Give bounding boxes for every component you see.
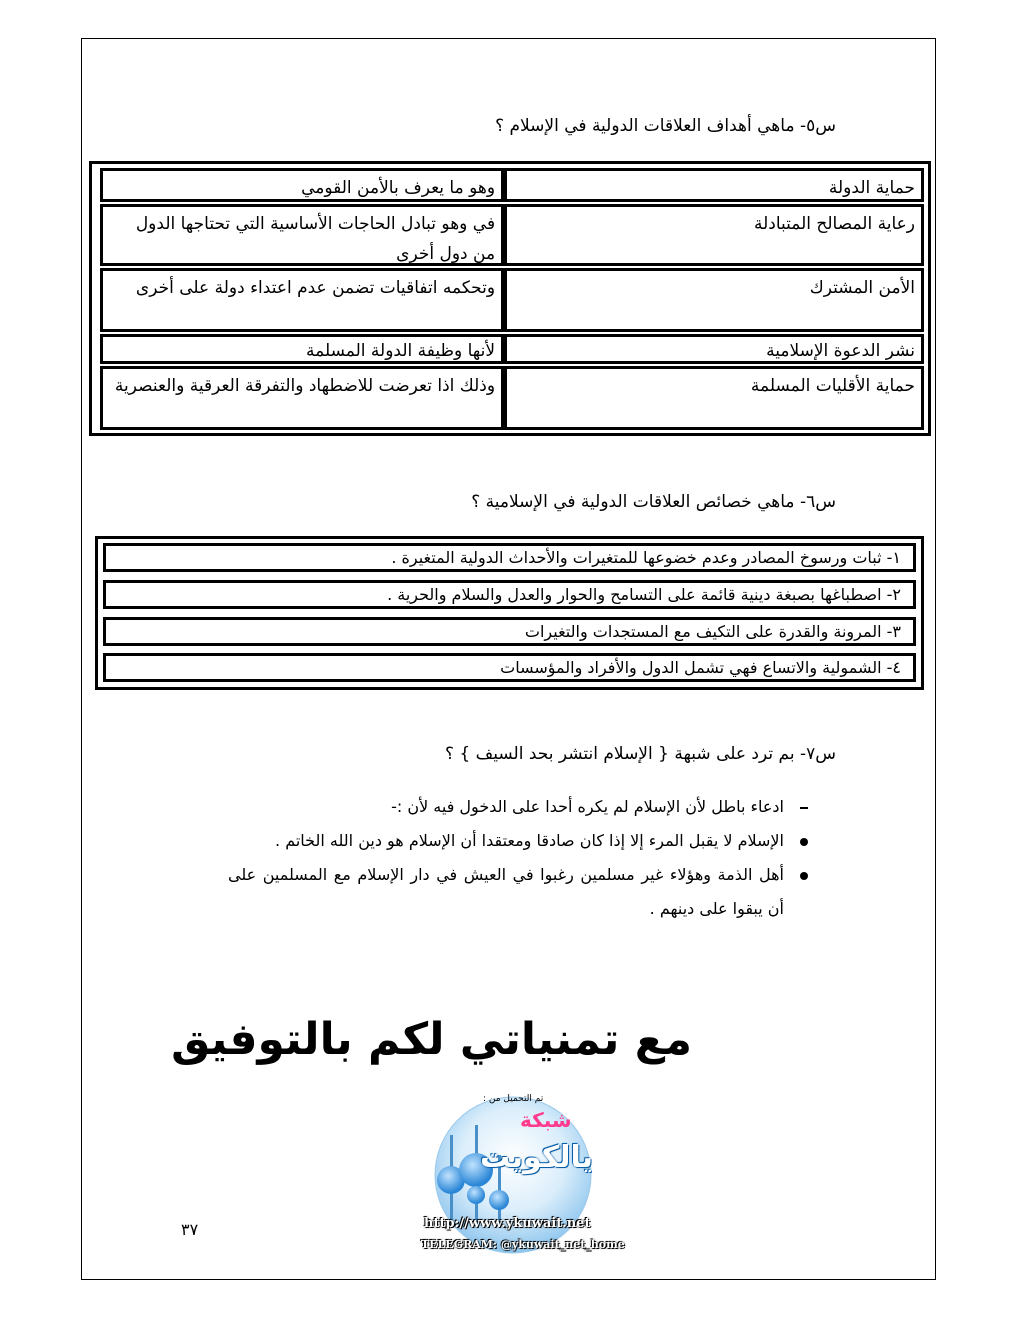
table-row xyxy=(96,268,924,332)
list-item: ٢- اصطباغها بصبغة دينية قائمة على التسامح والحوار والعدل والسلام والحرية . xyxy=(103,580,916,609)
q7-bullet: الإسلام لا يقبل المرء إلا إذا كان صادقا ومعتقدا أن الإسلام هو دين الله الخاتم . xyxy=(275,831,784,850)
q7-bullet: أهل الذمة وهؤلاء غير مسلمين رغبوا في العيش في دار الإسلام مع المسلمين على أن يبقوا على دينهم . xyxy=(228,865,784,918)
explanation-cell: لأنها وظيفة الدولة المسلمة xyxy=(100,334,504,364)
goal-cell: الأمن المشترك xyxy=(504,268,924,332)
list-item xyxy=(228,824,808,858)
logo-name-text: يالكويت xyxy=(480,1140,594,1175)
q7-answer xyxy=(228,790,808,926)
list-item: ١- ثبات ورسوخ المصادر وعدم خضوعها للمتغيرات والأحداث الدولية المتغيرة . xyxy=(103,543,916,572)
q7-title: س٧- بم ترد على شبهة { الإسلام انتشر بحد السيف } ؟ xyxy=(444,744,836,764)
explanation-cell: وهو ما يعرف بالأمن القومي xyxy=(100,168,504,202)
list-item xyxy=(228,858,808,926)
table-row xyxy=(96,204,924,266)
q5-title: س٥- ماهي أهداف العلاقات الدولية في الإسلام ؟ xyxy=(495,116,836,136)
explanation-cell: وتحكمه اتفاقيات تضمن عدم اعتداء دولة على أخرى xyxy=(100,268,504,332)
explanation-cell: وذلك اذا تعرضت للاضطهاد والتفرقة العرقية والعنصرية xyxy=(100,366,504,430)
table-row xyxy=(96,168,924,202)
bullet-icon xyxy=(790,858,808,892)
logo-url[interactable]: http://www.ykuwait.net xyxy=(424,1216,591,1231)
dash-marker xyxy=(790,790,808,824)
table-row xyxy=(96,334,924,364)
logo-telegram[interactable]: TELEGRAM: @ykuwait_net_home xyxy=(421,1238,625,1251)
list-item: ٣- المرونة والقدرة على التكيف مع المستجدات والتغيرات xyxy=(103,617,916,646)
goal-cell: حماية الدولة xyxy=(504,168,924,202)
closing-wish: مع تمنياتي لكم بالتوفيق xyxy=(171,1014,692,1065)
goal-cell: رعاية المصالح المتبادلة xyxy=(504,204,924,266)
downloaded-from-label: تم التحميل من : xyxy=(483,1094,544,1104)
goal-cell: حماية الأقليات المسلمة xyxy=(504,366,924,430)
explanation-cell: في وهو تبادل الحاجات الأساسية التي تحتاجها الدول من دول أخرى xyxy=(100,204,504,266)
q7-intro: ادعاء باطل لأن الإسلام لم يكره أحدا على الدخول فيه لأن :- xyxy=(391,797,784,816)
logo-network-text: شبكة xyxy=(520,1108,572,1132)
ykuwait-logo xyxy=(420,1095,605,1260)
table-row xyxy=(96,366,924,430)
list-item: ٤- الشمولية والاتساع فهي تشمل الدول والأفراد والمؤسسات xyxy=(103,653,916,682)
list-item xyxy=(228,790,808,824)
characteristics-table xyxy=(95,536,924,690)
page-number: ٣٧ xyxy=(181,1220,199,1239)
goal-cell: نشر الدعوة الإسلامية xyxy=(504,334,924,364)
q6-title: س٦- ماهي خصائص العلاقات الدولية في الإسلامية ؟ xyxy=(471,492,836,512)
goals-table xyxy=(89,161,931,436)
bullet-icon xyxy=(790,824,808,858)
